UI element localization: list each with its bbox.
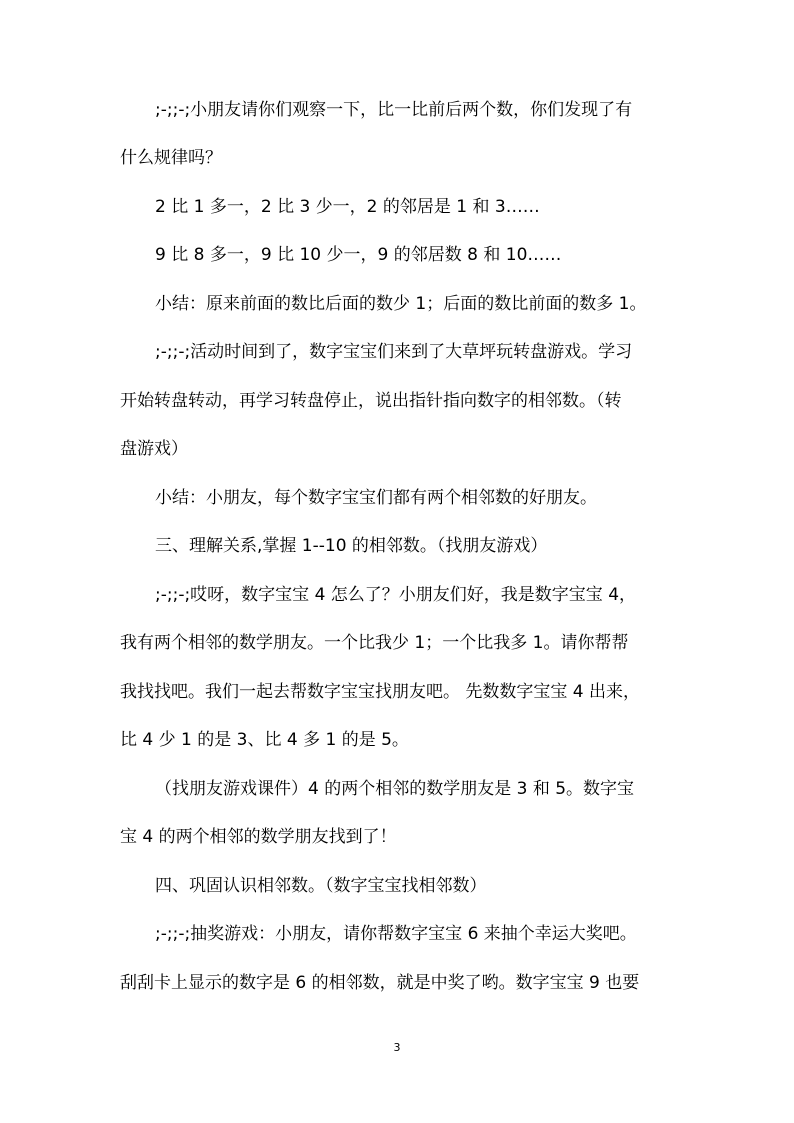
text-line: 刮刮卡上显示的数字是 6 的相邻数，就是中奖了哟。数字宝宝 9 也要 — [120, 973, 640, 993]
text-line: 盘游戏） — [120, 439, 188, 459]
text-line: （找朋友游戏课件）4 的两个相邻的数学朋友是 3 和 5。数字宝 — [155, 779, 635, 799]
text-line: ;-;;-;活动时间到了，数字宝宝们来到了大草坪玩转盘游戏。学习 — [155, 342, 633, 362]
text-line: 什么规律吗？ — [120, 148, 222, 168]
text-line: ;-;;-;哎呀，数字宝宝 4 怎么了？小朋友们好，我是数字宝宝 4， — [155, 585, 637, 605]
page-number: 3 — [393, 1041, 401, 1054]
section-heading: 三、理解关系,掌握 1--10 的相邻数。（找朋友游戏） — [155, 536, 548, 556]
text-line: ;-;;-;小朋友请你们观察一下，比一比前后两个数，你们发现了有 — [155, 100, 633, 120]
text-line: 2 比 1 多一，2 比 3 少一，2 的邻居是 1 和 3…… — [155, 197, 540, 217]
text-line: 开始转盘转动，再学习转盘停止，说出指针指向数字的相邻数。（转 — [120, 391, 622, 411]
text-line: 宝 4 的两个相邻的数学朋友找到了！ — [120, 827, 397, 847]
text-line: 我找找吧。我们一起去帮数字宝宝找朋友吧。 先数数字宝宝 4 出来， — [120, 682, 641, 702]
text-line: 9 比 8 多一，9 比 10 少一，9 的邻居数 8 和 10…… — [155, 245, 562, 265]
text-line: 我有两个相邻的数学朋友。一个比我少 1；一个比我多 1。请你帮帮 — [120, 633, 629, 653]
text-line: 小结：原来前面的数比后面的数少 1；后面的数比前面的数多 1。 — [155, 294, 647, 314]
text-line: 小结：小朋友，每个数字宝宝们都有两个相邻数的好朋友。 — [155, 488, 597, 508]
text-line: ;-;;-;抽奖游戏：小朋友，请你帮数字宝宝 6 来抽个幸运大奖吧。 — [155, 924, 637, 944]
section-heading: 四、巩固认识相邻数。（数字宝宝找相邻数） — [155, 876, 487, 896]
text-line: 比 4 少 1 的是 3、比 4 多 1 的是 5。 — [120, 730, 409, 750]
